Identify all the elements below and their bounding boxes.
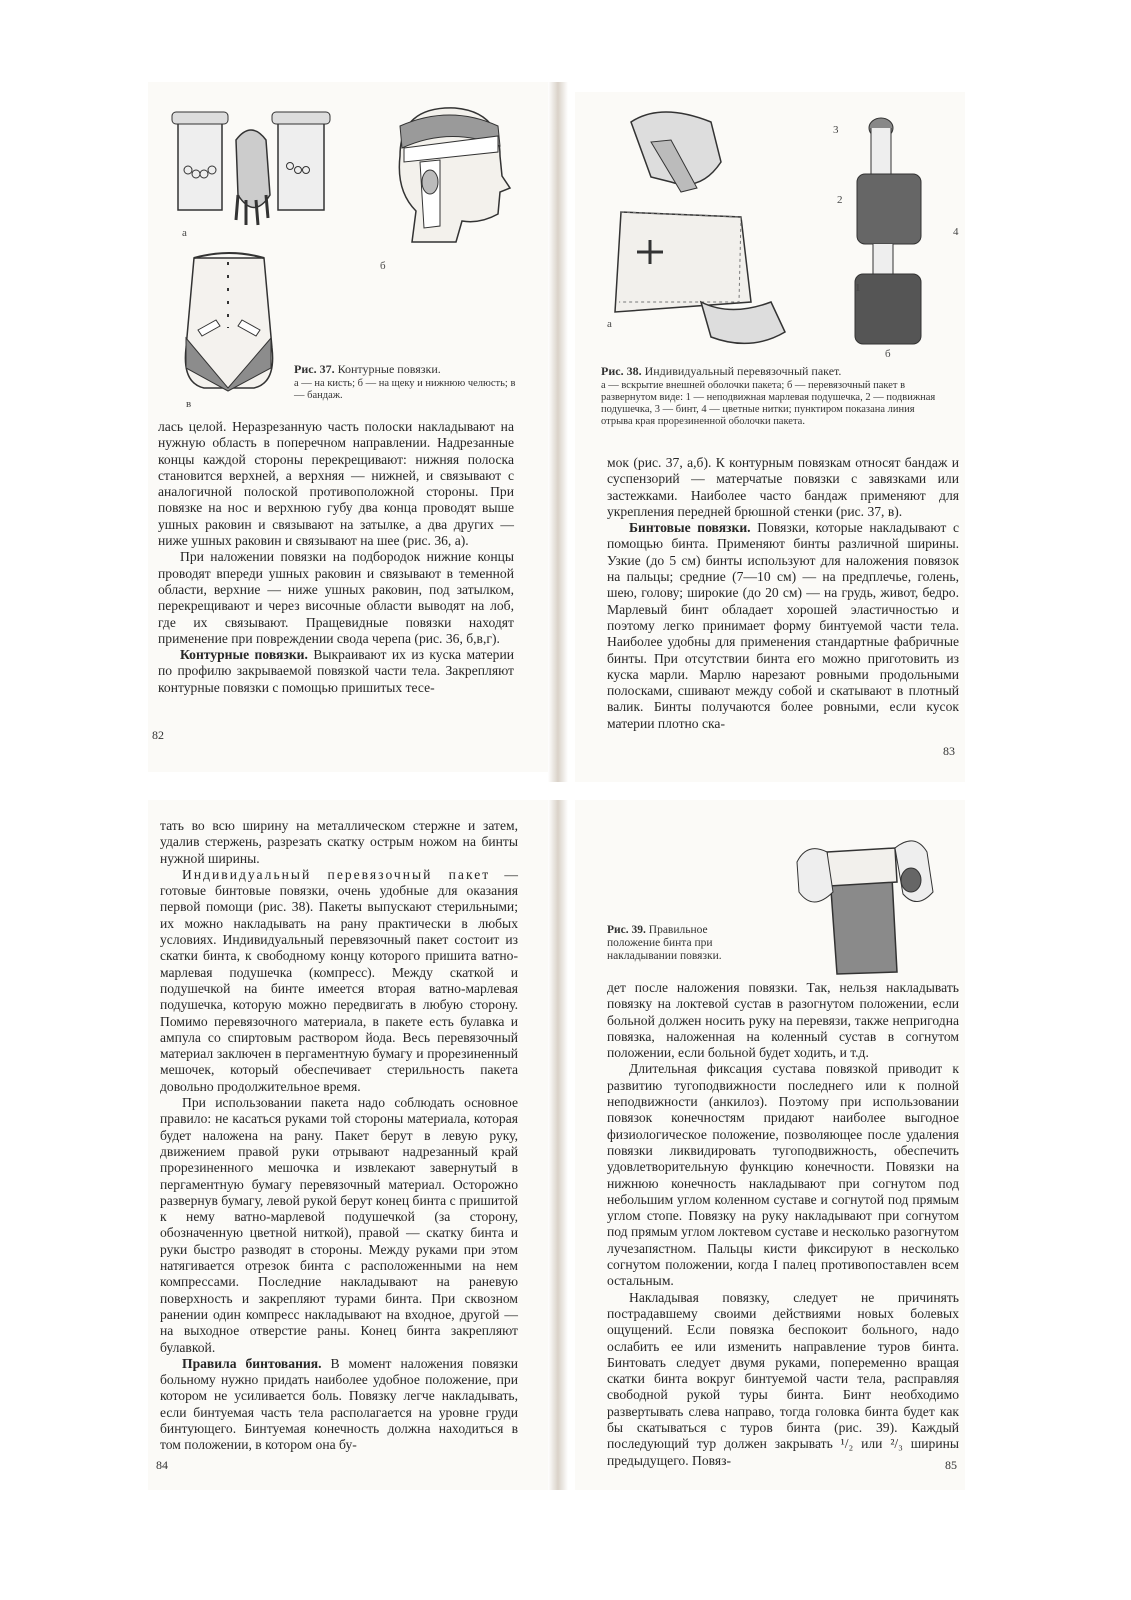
figure-label-b: б (885, 348, 891, 360)
caption-text: а — вскрытие внешней оболочки пакета; б — перевязочный пакет в развернутом виде: 1 — неподвижная марлевая подушечка, 2 — подвижная подушечка, 3 — бинт, 4 — цветные нитки; пунктиром показана линия отрыва края прорезиненной оболочки пакета. (601, 380, 936, 427)
figure-38b-package-unrolled (845, 114, 935, 362)
page-84 (148, 800, 548, 1490)
paragraph: Индивидуальный перевязочный пакет — готовые бинтовые повязки, очень удобные для оказания первой помощи (рис. 38). Пакеты выпускают стерильными; их можно накладывать на рану практически в любых условиях. Индивидуальный перевязочный пакет состоит из скатки бинта, к свободному концу которого пришита ватно-марлевая подушечка (компресс). Между скаткой и подушечкой на бинте имеется вторая ватно-марлевая подушечка, которую можно передвигать в любую сторону. Помимо перевязочного материала, в пакете есть булавка и ампула со спиртовым раствором йода. Весь перевязочный материал заключен в пергаментную бумагу и прорезиненный мешочек, который обеспечивает стерильность пакета довольно продолжительное время. (160, 866, 518, 1094)
caption-prefix: Рис. 39. (607, 924, 646, 936)
label-4: 4 (953, 226, 959, 238)
label-3: 3 (833, 124, 839, 136)
figure-label-a: а (607, 318, 612, 330)
figure-39-caption (607, 924, 757, 963)
caption-text: Правильное положение бинта при накладывании повязки. (607, 924, 722, 962)
paragraph: Длительная фиксация сустава повязкой приводит к развитию тугоподвижности последнего или к полной неподвижности (анкилоз). Поэтому при использовании повязок конечностям придают наиболее выгодное физиологическое положение, позволяющее после удаления повязки ликвидировать тугоподвижность, обеспечить удовлетворительную функцию конечности. Повязки на нижнюю конечность накладывают при согнутом под небольшим углом коленном суставе и согнутой под прямым углом стопе. Повязку на руку накладывают при согнутом под прямым углом локтевом суставе и несколько разогнутом лучезапястном. Пальцы кисти фиксируют в несколько согнутом положении, когда I палец противопоставлен всем остальным. (607, 1061, 959, 1289)
paragraph: Правила бинтования. В момент наложения повязки больному нужно придать наиболее удобное положение, при котором не усиливается боль. Повязку легче накладывать, если бинтуемая часть тела располагается на уровне груди бинтующего. Бинтуемая конечность должна находиться в том положении, в котором она бу- (160, 1355, 518, 1453)
figure-label-v: в (186, 398, 192, 410)
paragraph: Накладывая повязку, следует не причинять пострадавшему своими действиями новых болевых ощущений. Если повязка беспокоит больного, надо ослабить ее или изменить направление туров бинта. Бинтовать следует двумя руками, попеременно вращая скатки бинта вокруг бинтуемой части тела, расправляя свободной рукой туры бинта. Бинт необходимо развертывать слева направо, тогда головка бинта будет как бы скатываться с туров бинта (рис. 39). Каждый последующий тур должен закрывать ¹/₂ или ²/₃ ширины предыдущего. Повяз- (607, 1289, 959, 1468)
term-heading: Индивидуальный перевязочный пакет (182, 866, 491, 882)
caption-prefix: Рис. 37. (294, 362, 335, 376)
page-83-body (607, 455, 959, 732)
figure-label-a: а (182, 227, 187, 239)
page-84-body (160, 818, 518, 1454)
figure-label-b: б (380, 260, 386, 272)
section-heading: Бинтовые повязки. (629, 520, 751, 536)
gutter-shadow-bottom (548, 800, 568, 1490)
figure-37-head-bandage (370, 96, 520, 246)
gutter-shadow-top (548, 82, 568, 782)
caption-text: а — на кисть; б — на щеку и нижнюю челюсть; в — бандаж. (294, 378, 516, 401)
figure-38-caption (601, 364, 945, 428)
page-number: 85 (945, 1458, 957, 1472)
page-85 (575, 800, 965, 1490)
page-82 (148, 82, 548, 772)
label-2: 2 (837, 194, 843, 206)
figure-39-bandaging-hands (787, 822, 937, 977)
caption-title: Контурные повязки. (337, 362, 441, 376)
page-number: 83 (943, 744, 955, 758)
paragraph: мок (рис. 37, а,б). К контурным повязкам относят бандаж и суспензорий — матерчатые повязки с завязками или застежками. Наиболее часто бандаж применяют для укрепления передней брюшной стенки (рис. 37, в). (607, 455, 959, 519)
figure-38a-package-opening (601, 102, 787, 362)
paragraph: Контурные повязки. Выкраивают их из куска материи по профилю закрываемой повязкой части тела. Закрепляют контурные повязки с помощью пришитых тесе- (158, 647, 515, 695)
figure-37-caption (294, 362, 524, 402)
page-82-body (158, 419, 514, 696)
page-85-body (607, 980, 959, 1469)
figure-37-bandage-torso (176, 248, 281, 393)
paragraph: При наложении повязки на подбородок нижние концы проводят впереди ушных раковин и связывают в теменной области, верхние — ниже ушных раковин, под затылком, перекрещивают и через височные области выводят на лоб, где их связывают. Пращевидные повязки находят применение при повреждении свода черепа (рис. 36, б,в,г). (158, 549, 514, 646)
section-heading: Правила бинтования. (182, 1355, 322, 1371)
paragraph: лась целой. Неразрезанную часть полоски накладывают на нужную область в поперечном направлении. Надрезанные концы каждой стороны перекрещивают: нижняя полоска становится верхней, а верхняя — нижней, и связывают с аналогичной полоской противоположной стороны. При повязке на нос и верхнюю губу два конца проводят выше ушных раковин и связывают на затылке, а два других — ниже ушных раковин и связывают на шее (рис. 36, а). (158, 419, 514, 549)
figure-37-hand-bandage (166, 100, 336, 240)
paragraph: Бинтовые повязки. Повязки, которые накладывают с помощью бинта. Применяют бинты различной ширины. Узкие (до 5 см) бинты используют для наложения повязок на пальцы; средние (7—10 см) — на предплечье, голень, шею, голову; широкие (до 20 см) — на грудь, живот, бедро. Марлевый бинт обладает хорошей эластичностью и поэтому легко принимает форму бинтуемой части тела. Наиболее удобны для применения стандартные фабричные бинты. При отсутствии бинта его можно приготовить из куска марли. Марлю нарезают ровными продольными полосками, сшивают между собой и скатывают в плотный валик. Бинты получаются более ровными, если кусок материи плотно ска- (607, 520, 960, 731)
caption-prefix: Рис. 38. (601, 364, 642, 378)
label-1: 1 (855, 282, 861, 294)
paragraph: тать во всю ширину на металлическом стержне и затем, удалив стержень, разрезать скатку острым ножом на бинты нужной ширины. (160, 818, 518, 866)
section-heading: Контурные повязки. (180, 647, 308, 663)
page-number: 82 (152, 728, 164, 742)
caption-title: Индивидуальный перевязочный пакет. (644, 364, 842, 378)
paragraph: дет после наложения повязки. Так, нельзя накладывать повязку на локтевой сустав в разогнутом положении, если больной должен носить руку на перевязи, также непригодна повязка, наложенная на коленный сустав в согнутом положении, если больной будет ходить, и т.д. (607, 980, 959, 1061)
page-number: 84 (156, 1458, 168, 1472)
page-83 (575, 92, 965, 782)
paragraph: При использовании пакета надо соблюдать основное правило: не касаться руками той стороны материала, которая будет наложена на рану. Пакет берут в левую руку, движением правой руки отрывают надрезанный край прорезиненного мешочка и извлекают завернутый в пергаментную бумагу перевязочный материал. Осторожно развернув бумагу, левой рукой берут конец бинта с пришитой к нему ватно-марлевой подушечкой (за сторону, обозначенную цветной ниткой), правой — скатку бинта и руки быстро разводят в стороны. Между руками при этом натягивается отрезок бинта с расположенными на нем компрессами. Последние накладывают на раневую поверхность и закрепляют турами бинта. При сквозном ранении один компресс накладывают на входное, другой — на выходное отверстие раны. Конец бинта закрепляют булавкой. (160, 1095, 518, 1355)
